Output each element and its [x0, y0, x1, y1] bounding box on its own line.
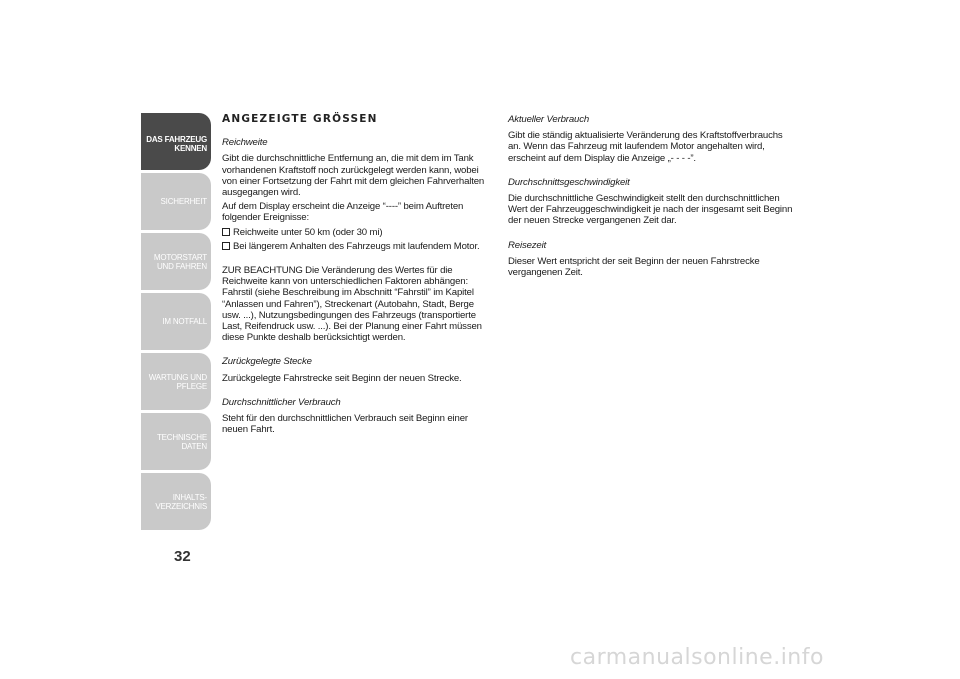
left-column	[222, 114, 492, 438]
verbrauch-title: Durchschnittlicher Verbrauch	[222, 396, 341, 408]
checkbox-bullet-icon	[222, 242, 230, 250]
reichweite-paragraph-1: Gibt die durchschnittliche Entfernung an, die mit dem im Tank vorhandenen Kraftstoff noch zurückgelegt werden kann, wobei von einer Fortsetzung der Fahrt mit dem gleichen Fahrverhalten ausgegangen wird.	[222, 153, 485, 199]
strecke-text: Zurückgelegte Fahrstrecke seit Beginn der neuen Strecke.	[222, 372, 462, 384]
bullet-item	[222, 227, 492, 238]
tab-wartung-und-pflege[interactable]: WARTUNG UND PFLEGE	[141, 353, 211, 410]
geschwindigkeit-title: Durchschnittsgeschwindigkeit	[508, 176, 630, 188]
reichweite-paragraph-2: Auf dem Display erscheint die Anzeige “----” beim Auftreten folgender Ereignisse:	[222, 201, 464, 224]
watermark: carmanualsonline.info	[570, 645, 824, 670]
note-paragraph: ZUR BEACHTUNG Die Veränderung des Wertes für die Reichweite kann von unterschiedlichen Faktoren abhängen: Fahrstil (siehe Beschreibung im Abschnitt “Fahrstil” im Kapitel “Anlassen und Fahren”), Streckenart (Autobahn, Stadt, Berge usw. ...), Nutzungsbedingungen des Fahrzeugs (transportierte Last, Reifendruck usw. ...). Bei der Planung einer Fahrt müssen diese Punkte deshalb berücksichtigt werden.	[222, 265, 482, 344]
page-number: 32	[174, 548, 191, 565]
verbrauch-text: Steht für den durchschnittlichen Verbrauch seit Beginn einer neuen Fahrt.	[222, 413, 468, 436]
section-heading: ANGEZEIGTE GRÖSSEN	[222, 113, 378, 125]
reichweite-title: Reichweite	[222, 137, 268, 149]
reisezeit-title: Reisezeit	[508, 239, 547, 251]
aktuell-title: Aktueller Verbrauch	[508, 114, 590, 125]
tab-im-notfall[interactable]: IM NOTFALL	[141, 293, 211, 350]
reisezeit-text: Dieser Wert entspricht der seit Beginn der neuen Fahrstrecke vergangenen Zeit.	[508, 255, 760, 279]
bullet-text: Reichweite unter 50 km (oder 30 mi)	[233, 226, 383, 238]
right-column	[508, 114, 793, 281]
tab-technische-daten[interactable]: TECHNISCHE DATEN	[141, 413, 211, 470]
tab-inhaltsverzeichnis[interactable]: INHALTS-VERZEICHNIS	[141, 473, 211, 530]
strecke-title: Zurückgelegte Stecke	[222, 356, 312, 368]
tab-das-fahrzeug-kennen[interactable]: DAS FAHRZEUG KENNEN	[141, 113, 211, 170]
bullet-text: Bei längerem Anhalten des Fahrzeugs mit laufendem Motor.	[233, 240, 480, 252]
tab-motorstart-und-fahren[interactable]: MOTORSTART UND FAHREN	[141, 233, 211, 290]
tab-sicherheit[interactable]: SICHERHEIT	[141, 173, 211, 230]
aktuell-text: Gibt die ständig aktualisierte Veränderung des Kraftstoffverbrauchs an. Wenn das Fahrzeug mit laufendem Motor angehalten wird, erscheint auf dem Display die Anzeige „- - - -”.	[508, 130, 783, 164]
geschwindigkeit-text: Die durchschnittliche Geschwindigkeit stellt den durchschnittlichen Wert der Fahrzeuggeschwindigkeit je nach der insgesamt seit Beginn der neuen Strecke vergangenen Zeit dar.	[508, 193, 793, 227]
checkbox-bullet-icon	[222, 228, 230, 236]
chapter-sidebar	[141, 113, 211, 533]
bullet-item	[222, 241, 492, 252]
